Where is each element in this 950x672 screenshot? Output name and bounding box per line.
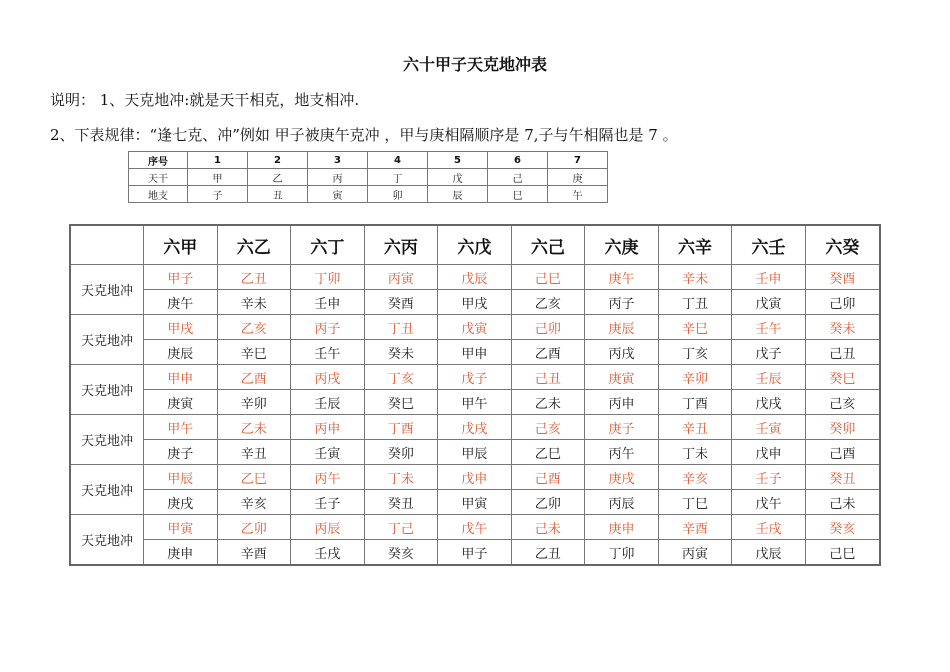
stem-branch-cell: 戊辰 [438, 265, 512, 290]
sequence-cell: 寅 [308, 186, 368, 203]
clash-cell: 甲午 [438, 390, 512, 415]
stem-branch-cell: 乙卯 [217, 515, 291, 540]
stem-branch-cell: 丙寅 [364, 265, 438, 290]
clash-cell: 甲申 [438, 340, 512, 365]
sequence-row [129, 152, 608, 169]
sequence-row-label: 天干 [129, 169, 188, 186]
column-header: 六丙 [364, 225, 438, 265]
sequence-cell: 戊 [428, 169, 488, 186]
clash-cell: 戊戌 [732, 390, 806, 415]
column-header: 六戊 [438, 225, 512, 265]
stem-branch-cell: 辛巳 [658, 315, 732, 340]
clash-cell: 癸巳 [364, 390, 438, 415]
stem-branch-cell: 壬子 [732, 465, 806, 490]
column-header: 六乙 [217, 225, 291, 265]
stem-branch-cell: 丙申 [291, 415, 365, 440]
clash-cell: 壬辰 [291, 390, 365, 415]
stem-branch-cell: 壬寅 [732, 415, 806, 440]
clash-cell: 戊午 [732, 490, 806, 515]
stem-branch-cell: 丙辰 [291, 515, 365, 540]
stem-branch-cell: 辛亥 [658, 465, 732, 490]
stem-branch-cell: 甲戌 [144, 315, 218, 340]
stem-branch-cell: 戊寅 [438, 315, 512, 340]
stem-branch-cell: 乙未 [217, 415, 291, 440]
stem-branch-cell: 丁酉 [364, 415, 438, 440]
clash-cell: 辛酉 [217, 540, 291, 566]
column-header: 六癸 [805, 225, 880, 265]
clash-cell: 丙寅 [658, 540, 732, 566]
stem-branch-cell: 丁丑 [364, 315, 438, 340]
stem-branch-cell: 丁己 [364, 515, 438, 540]
stem-branch-cell: 庚午 [585, 265, 659, 290]
clash-cell: 己亥 [805, 390, 880, 415]
clash-cell: 庚子 [144, 440, 218, 465]
stem-branch-cell: 己卯 [511, 315, 585, 340]
clash-cell: 己卯 [805, 290, 880, 315]
clash-cell: 己丑 [805, 340, 880, 365]
sequence-cell: 庚 [548, 169, 608, 186]
clash-cell: 庚戌 [144, 490, 218, 515]
stem-branch-cell: 壬戌 [732, 515, 806, 540]
table-row [70, 290, 880, 315]
clash-cell: 辛卯 [217, 390, 291, 415]
sequence-row [129, 169, 608, 186]
sequence-cell: 甲 [188, 169, 248, 186]
stem-branch-cell: 庚寅 [585, 365, 659, 390]
stem-branch-cell: 辛未 [658, 265, 732, 290]
page-title: 六十甲子天克地冲表 [402, 55, 547, 74]
stem-branch-cell: 庚辰 [585, 315, 659, 340]
clash-cell: 丙申 [585, 390, 659, 415]
table-row [70, 365, 880, 390]
stem-branch-cell: 丙午 [291, 465, 365, 490]
clash-cell: 丁酉 [658, 390, 732, 415]
sequence-cell: 5 [428, 152, 488, 169]
row-label: 天克地冲 [70, 365, 144, 415]
stem-branch-cell: 己丑 [511, 365, 585, 390]
sequence-cell: 卯 [368, 186, 428, 203]
clash-cell: 癸未 [364, 340, 438, 365]
clash-cell: 己巳 [805, 540, 880, 566]
sequence-cell: 1 [188, 152, 248, 169]
sequence-row-label: 序号 [129, 152, 188, 169]
clash-cell: 辛巳 [217, 340, 291, 365]
sequence-row [129, 186, 608, 203]
stem-branch-cell: 辛卯 [658, 365, 732, 390]
clash-cell: 甲子 [438, 540, 512, 566]
table-row [70, 340, 880, 365]
stem-branch-cell: 己未 [511, 515, 585, 540]
sequence-cell: 乙 [248, 169, 308, 186]
clash-cell: 甲辰 [438, 440, 512, 465]
stem-branch-cell: 壬辰 [732, 365, 806, 390]
clash-cell: 丙戌 [585, 340, 659, 365]
stem-branch-cell: 丙子 [291, 315, 365, 340]
sequence-cell: 丁 [368, 169, 428, 186]
table-row [70, 315, 880, 340]
stem-branch-cell: 己亥 [511, 415, 585, 440]
row-label: 天克地冲 [70, 415, 144, 465]
clash-cell: 壬寅 [291, 440, 365, 465]
clash-cell: 庚申 [144, 540, 218, 566]
clash-cell: 戊辰 [732, 540, 806, 566]
sequence-cell: 7 [548, 152, 608, 169]
clash-cell: 丙午 [585, 440, 659, 465]
stem-branch-cell: 癸卯 [805, 415, 880, 440]
clash-cell: 乙巳 [511, 440, 585, 465]
stem-branch-cell: 己巳 [511, 265, 585, 290]
column-header: 六己 [511, 225, 585, 265]
sequence-cell: 巳 [488, 186, 548, 203]
clash-cell: 戊申 [732, 440, 806, 465]
clash-cell: 辛丑 [217, 440, 291, 465]
clash-cell: 甲戌 [438, 290, 512, 315]
table-row [70, 440, 880, 465]
stem-branch-cell: 戊申 [438, 465, 512, 490]
clash-cell: 丙子 [585, 290, 659, 315]
sequence-cell: 辰 [428, 186, 488, 203]
clash-cell: 己未 [805, 490, 880, 515]
row-label: 天克地冲 [70, 315, 144, 365]
table-row [70, 490, 880, 515]
sequence-cell: 4 [368, 152, 428, 169]
stem-branch-cell: 丁亥 [364, 365, 438, 390]
stem-branch-cell: 甲寅 [144, 515, 218, 540]
clash-cell: 乙亥 [511, 290, 585, 315]
explanation-line: 说明： 1、天克地冲:就是天干相克，地支相冲. [50, 91, 360, 109]
sequence-cell: 6 [488, 152, 548, 169]
clash-cell: 丙辰 [585, 490, 659, 515]
sequence-cell: 丙 [308, 169, 368, 186]
sequence-cell: 己 [488, 169, 548, 186]
clash-table [69, 224, 881, 566]
column-header: 六丁 [291, 225, 365, 265]
clash-cell: 壬子 [291, 490, 365, 515]
row-label: 天克地冲 [70, 465, 144, 515]
stem-branch-cell: 戊子 [438, 365, 512, 390]
stem-branch-cell: 癸丑 [805, 465, 880, 490]
stem-branch-cell: 辛酉 [658, 515, 732, 540]
stem-branch-cell: 甲辰 [144, 465, 218, 490]
stem-branch-cell: 丁卯 [291, 265, 365, 290]
stem-branch-cell: 甲子 [144, 265, 218, 290]
clash-cell: 庚午 [144, 290, 218, 315]
sequence-cell: 午 [548, 186, 608, 203]
stem-branch-cell: 辛丑 [658, 415, 732, 440]
stem-branch-cell: 戊午 [438, 515, 512, 540]
stem-branch-cell: 戊戌 [438, 415, 512, 440]
clash-cell: 癸卯 [364, 440, 438, 465]
clash-cell: 乙卯 [511, 490, 585, 515]
stem-branch-cell: 庚子 [585, 415, 659, 440]
column-header: 六庚 [585, 225, 659, 265]
clash-cell: 丁未 [658, 440, 732, 465]
clash-cell: 乙酉 [511, 340, 585, 365]
clash-cell: 丁丑 [658, 290, 732, 315]
stem-branch-cell: 乙亥 [217, 315, 291, 340]
sequence-cell: 3 [308, 152, 368, 169]
clash-cell: 壬午 [291, 340, 365, 365]
stem-branch-cell: 癸巳 [805, 365, 880, 390]
table-row [70, 540, 880, 566]
table-row [70, 415, 880, 440]
table-row [70, 390, 880, 415]
clash-cell: 庚寅 [144, 390, 218, 415]
table-row [70, 465, 880, 490]
rule-line: 2、下表规律：“逢七克、冲”例如 甲子被庚午克冲 ，甲与庚相隔顺序是 7,子与午相隔也是 7 。 [50, 126, 678, 144]
sequence-cell: 丑 [248, 186, 308, 203]
stem-branch-cell: 乙巳 [217, 465, 291, 490]
table-row [70, 265, 880, 290]
row-label: 天克地冲 [70, 515, 144, 566]
stem-branch-cell: 癸亥 [805, 515, 880, 540]
clash-cell: 乙未 [511, 390, 585, 415]
stem-branch-cell: 壬申 [732, 265, 806, 290]
clash-cell: 戊寅 [732, 290, 806, 315]
stem-branch-cell: 己酉 [511, 465, 585, 490]
sequence-table [128, 151, 608, 203]
clash-cell: 癸亥 [364, 540, 438, 566]
clash-cell: 癸酉 [364, 290, 438, 315]
clash-cell: 丁亥 [658, 340, 732, 365]
clash-cell: 甲寅 [438, 490, 512, 515]
clash-cell: 庚辰 [144, 340, 218, 365]
stem-branch-cell: 庚戌 [585, 465, 659, 490]
sequence-cell: 子 [188, 186, 248, 203]
clash-cell: 壬戌 [291, 540, 365, 566]
table-row [70, 515, 880, 540]
stem-branch-cell: 癸未 [805, 315, 880, 340]
stem-branch-cell: 癸酉 [805, 265, 880, 290]
stem-branch-cell: 甲午 [144, 415, 218, 440]
stem-branch-cell: 庚申 [585, 515, 659, 540]
clash-cell: 戊子 [732, 340, 806, 365]
stem-branch-cell: 甲申 [144, 365, 218, 390]
sequence-row-label: 地支 [129, 186, 188, 203]
stem-branch-cell: 乙酉 [217, 365, 291, 390]
sequence-cell: 2 [248, 152, 308, 169]
clash-cell: 辛亥 [217, 490, 291, 515]
clash-cell: 癸丑 [364, 490, 438, 515]
column-header: 六甲 [144, 225, 218, 265]
clash-cell: 乙丑 [511, 540, 585, 566]
clash-cell: 壬申 [291, 290, 365, 315]
stem-branch-cell: 壬午 [732, 315, 806, 340]
clash-cell: 辛未 [217, 290, 291, 315]
row-label: 天克地冲 [70, 265, 144, 315]
stem-branch-cell: 乙丑 [217, 265, 291, 290]
clash-cell: 丁卯 [585, 540, 659, 566]
stem-branch-cell: 丁未 [364, 465, 438, 490]
clash-cell: 丁巳 [658, 490, 732, 515]
stem-branch-cell: 丙戌 [291, 365, 365, 390]
corner-cell [70, 225, 144, 265]
column-header: 六辛 [658, 225, 732, 265]
column-header: 六壬 [732, 225, 806, 265]
clash-cell: 己酉 [805, 440, 880, 465]
